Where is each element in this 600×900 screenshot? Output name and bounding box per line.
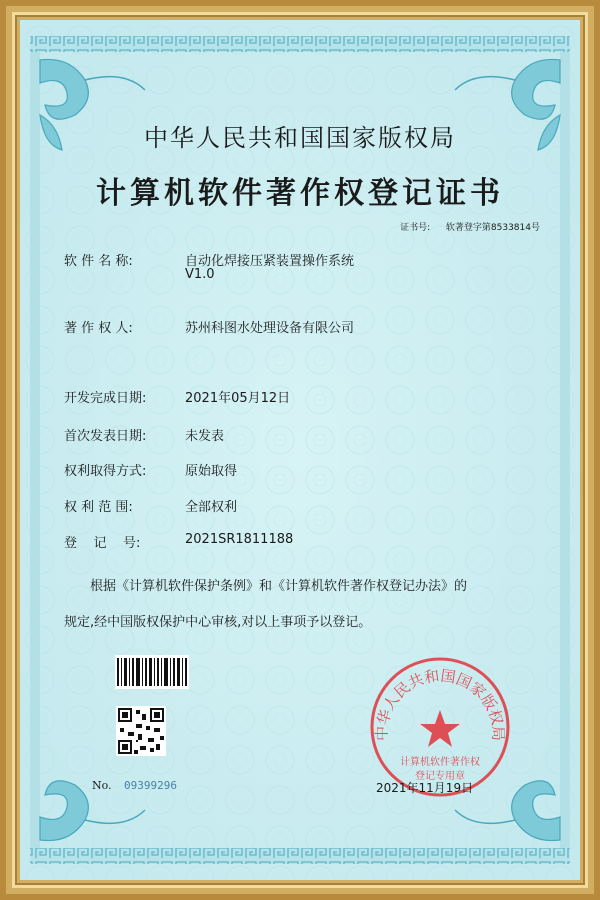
field-label-acquisition-method: 权利取得方式: [64, 464, 147, 479]
certificate-number-value: 软著登字第8533814号 [445, 223, 540, 233]
serial-number: 09399296 [124, 779, 177, 792]
certificate-number [400, 220, 540, 233]
field-value-registration-number: 2021SR1811188 [185, 532, 294, 547]
certificate-title: 计算机软件著作权登记证书 [96, 176, 504, 211]
certificate-number-label: 证书号: [400, 223, 431, 233]
field-label-first-publish-date: 首次发表日期: [64, 429, 147, 444]
field-value-first-publish-date: 未发表 [185, 429, 225, 444]
seal-bottom-line-1: 计算机软件著作权 [400, 757, 480, 768]
field-value-copyright-owner: 苏州科图水处理设备有限公司 [185, 321, 355, 336]
seal-top-text: 中华人民共和国国家版权局 [372, 666, 508, 742]
field-value-acquisition-method: 原始取得 [185, 464, 238, 479]
field-value-rights-scope: 全部权利 [185, 500, 238, 515]
field-value-development-date: 2021年05月12日 [185, 391, 291, 406]
field-value-software-version: V1.0 [185, 267, 215, 282]
statement-line-2: 规定,经中国版权保护中心审核,对以上事项予以登记。 [64, 615, 372, 630]
field-label-development-date: 开发完成日期: [64, 391, 147, 406]
field-value-software-name: 自动化焊接压紧装置操作系统 [185, 254, 355, 269]
issue-date: 2021年11月19日 [376, 781, 474, 795]
statement-line-1: 根据《计算机软件保护条例》和《计算机软件著作权登记办法》的 [90, 579, 468, 594]
field-label-registration-number: 登 记 号: [64, 536, 141, 551]
field-label-software-name: 软 件 名 称: [64, 254, 133, 269]
field-label-copyright-owner: 著 作 权 人: [64, 321, 133, 336]
field-label-rights-scope: 权 利 范 围: [64, 500, 133, 515]
serial-label: No. [92, 779, 112, 792]
issuer-title: 中华人民共和国国家版权局 [144, 124, 456, 152]
qr-code [116, 706, 166, 756]
seal-bottom-line-2: 登记专用章 [415, 771, 465, 782]
certificate-paper [20, 20, 580, 880]
barcode [115, 655, 189, 689]
